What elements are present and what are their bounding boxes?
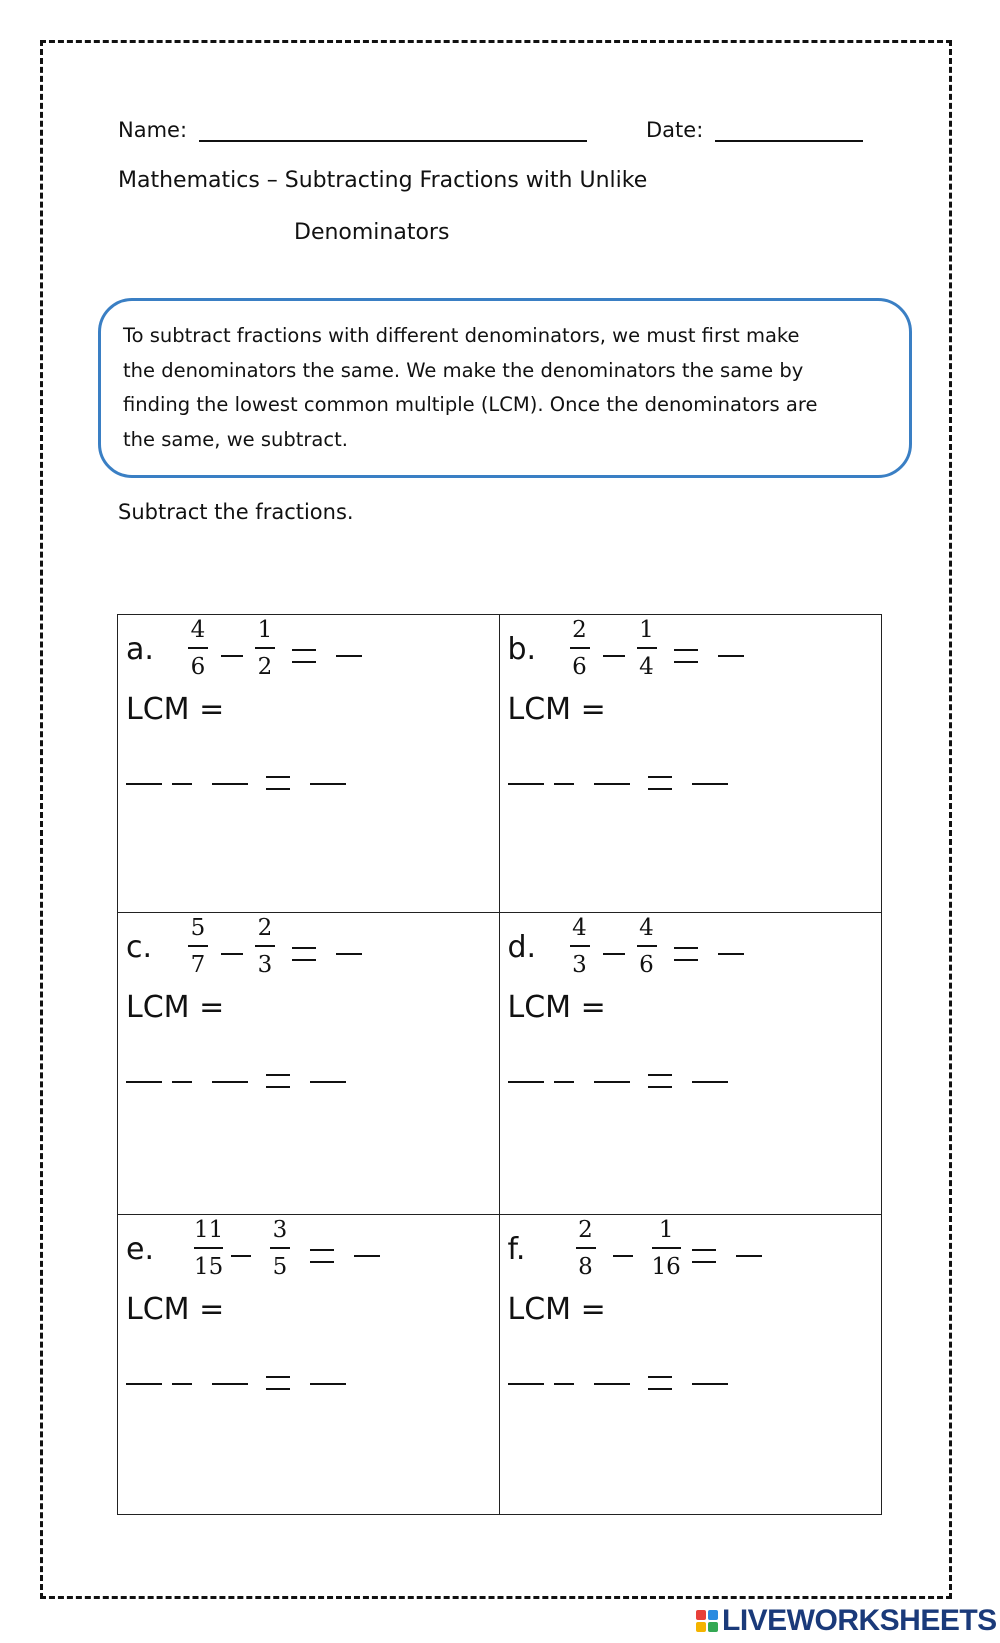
problem-label: e. [126,1232,154,1267]
lcm-label: LCM = [126,1292,225,1327]
denominator: 7 [190,952,206,978]
numerator: 2 [572,617,587,643]
minus-sign [613,1255,633,1257]
name-field [118,118,587,142]
lcm-label: LCM = [126,692,225,727]
first-fraction [188,619,208,679]
problem-cell [118,1215,500,1514]
problem-cell [500,1215,882,1514]
problem-label: a. [126,632,154,667]
problems-grid [117,614,882,1515]
denominator: 8 [578,1254,593,1280]
denominator: 15 [194,1254,224,1280]
numerator: 1 [639,617,654,643]
logo-square [708,1622,718,1632]
working-equals-sign [648,1074,672,1088]
answer-blank[interactable] [336,655,362,657]
date-field [646,118,863,142]
working-equals-sign [266,1074,290,1088]
logo-square [696,1610,706,1620]
answer-blank[interactable] [736,1255,762,1257]
working-fraction-blank[interactable] [594,1081,630,1083]
numerator: 5 [190,915,206,941]
answer-blank[interactable] [336,953,362,955]
first-fraction [194,1219,223,1279]
numerator: 2 [257,915,273,941]
numerator: 4 [190,617,206,643]
equals-sign [692,1249,716,1263]
working-fraction-blank[interactable] [126,783,162,785]
info-line: the denominators the same. We make the denominators the same by [123,358,804,382]
answer-blank[interactable] [718,655,744,657]
working-fraction-blank[interactable] [212,1383,248,1385]
working-equals-sign [266,1376,290,1390]
working-fraction-blank[interactable] [508,783,544,785]
working-answer-blank[interactable] [310,1081,346,1083]
name-blank[interactable] [199,118,587,142]
worksheet-title: Mathematics – Subtracting Fractions with Unlike [118,168,648,193]
info-line: finding the lowest common multiple (LCM). Once the denominators are [123,393,818,416]
minus-sign [603,953,625,955]
denominator: 16 [651,1254,681,1280]
numerator: 4 [572,915,587,941]
working-minus-sign [554,1081,574,1083]
minus-sign [221,655,243,657]
minus-sign [231,1255,251,1257]
minus-sign [221,953,243,955]
problem-label: f. [507,1232,526,1267]
denominator: 3 [572,952,587,978]
working-equals-sign [648,1376,672,1390]
equals-sign [310,1249,334,1263]
working-minus-sign [172,783,192,785]
lcm-label: LCM = [507,692,606,727]
working-answer-blank[interactable] [692,783,728,785]
working-equals-sign [266,776,290,790]
equals-sign [674,649,698,663]
working-answer-blank[interactable] [692,1081,728,1083]
second-fraction [255,917,275,977]
working-fraction-blank[interactable] [212,1081,248,1083]
first-fraction [570,917,590,977]
working-minus-sign [554,1383,574,1385]
problem-label: c. [126,930,153,965]
info-line: To subtract fractions with different denominators, we must first make [123,324,800,347]
working-fraction-blank[interactable] [508,1383,544,1385]
date-blank[interactable] [715,118,863,142]
liveworksheets-watermark [696,1604,997,1638]
working-minus-sign [172,1383,192,1385]
denominator: 2 [257,654,273,680]
lcm-label: LCM = [507,990,606,1025]
lcm-label: LCM = [507,1292,606,1327]
equals-sign [674,947,698,961]
info-box [98,298,912,478]
answer-blank[interactable] [718,953,744,955]
numerator: 1 [257,617,273,643]
numerator: 1 [658,1217,674,1243]
second-fraction [637,917,657,977]
logo-square [708,1610,718,1620]
problem-cell [118,913,500,1215]
problem-cell [500,615,882,913]
working-minus-sign [554,783,574,785]
problem-cell [118,615,500,913]
numerator: 3 [272,1217,288,1243]
denominator: 6 [572,654,587,680]
working-answer-blank[interactable] [310,783,346,785]
first-fraction [188,917,208,977]
working-answer-blank[interactable] [692,1383,728,1385]
working-fraction-blank[interactable] [508,1081,544,1083]
working-fraction-blank[interactable] [212,783,248,785]
problem-label: d. [507,930,537,965]
first-fraction [570,619,590,679]
equals-sign [292,947,316,961]
working-answer-blank[interactable] [310,1383,346,1385]
logo-square [696,1622,706,1632]
info-line: the same, we subtract. [123,427,348,451]
second-fraction [637,619,657,679]
first-fraction [576,1219,596,1279]
liveworksheets-logo-icon [696,1610,718,1632]
second-fraction [255,619,275,679]
date-label: Date: [646,118,704,142]
watermark-text: LIVEWORKSHEETS [722,1604,997,1637]
denominator: 6 [190,654,206,680]
working-fraction-blank[interactable] [126,1383,162,1385]
working-fraction-blank[interactable] [594,1383,630,1385]
numerator: 4 [639,915,654,941]
numerator: 2 [578,1217,593,1243]
working-minus-sign [172,1081,192,1083]
second-fraction [270,1219,290,1279]
answer-blank[interactable] [354,1255,380,1257]
second-fraction [652,1219,681,1279]
lcm-label: LCM = [126,990,225,1025]
denominator: 6 [639,952,654,978]
denominator: 5 [272,1254,288,1280]
minus-sign [603,655,625,657]
name-label: Name: [118,118,188,142]
working-equals-sign [648,776,672,790]
working-fraction-blank[interactable] [126,1081,162,1083]
denominator: 4 [639,654,654,680]
equals-sign [292,649,316,663]
instructions: Subtract the fractions. [118,500,354,524]
numerator: 11 [194,1217,224,1243]
denominator: 3 [257,952,273,978]
working-fraction-blank[interactable] [594,783,630,785]
problem-label: b. [507,632,537,667]
problem-cell [500,913,882,1215]
worksheet-title-continued: Denominators [294,220,450,245]
